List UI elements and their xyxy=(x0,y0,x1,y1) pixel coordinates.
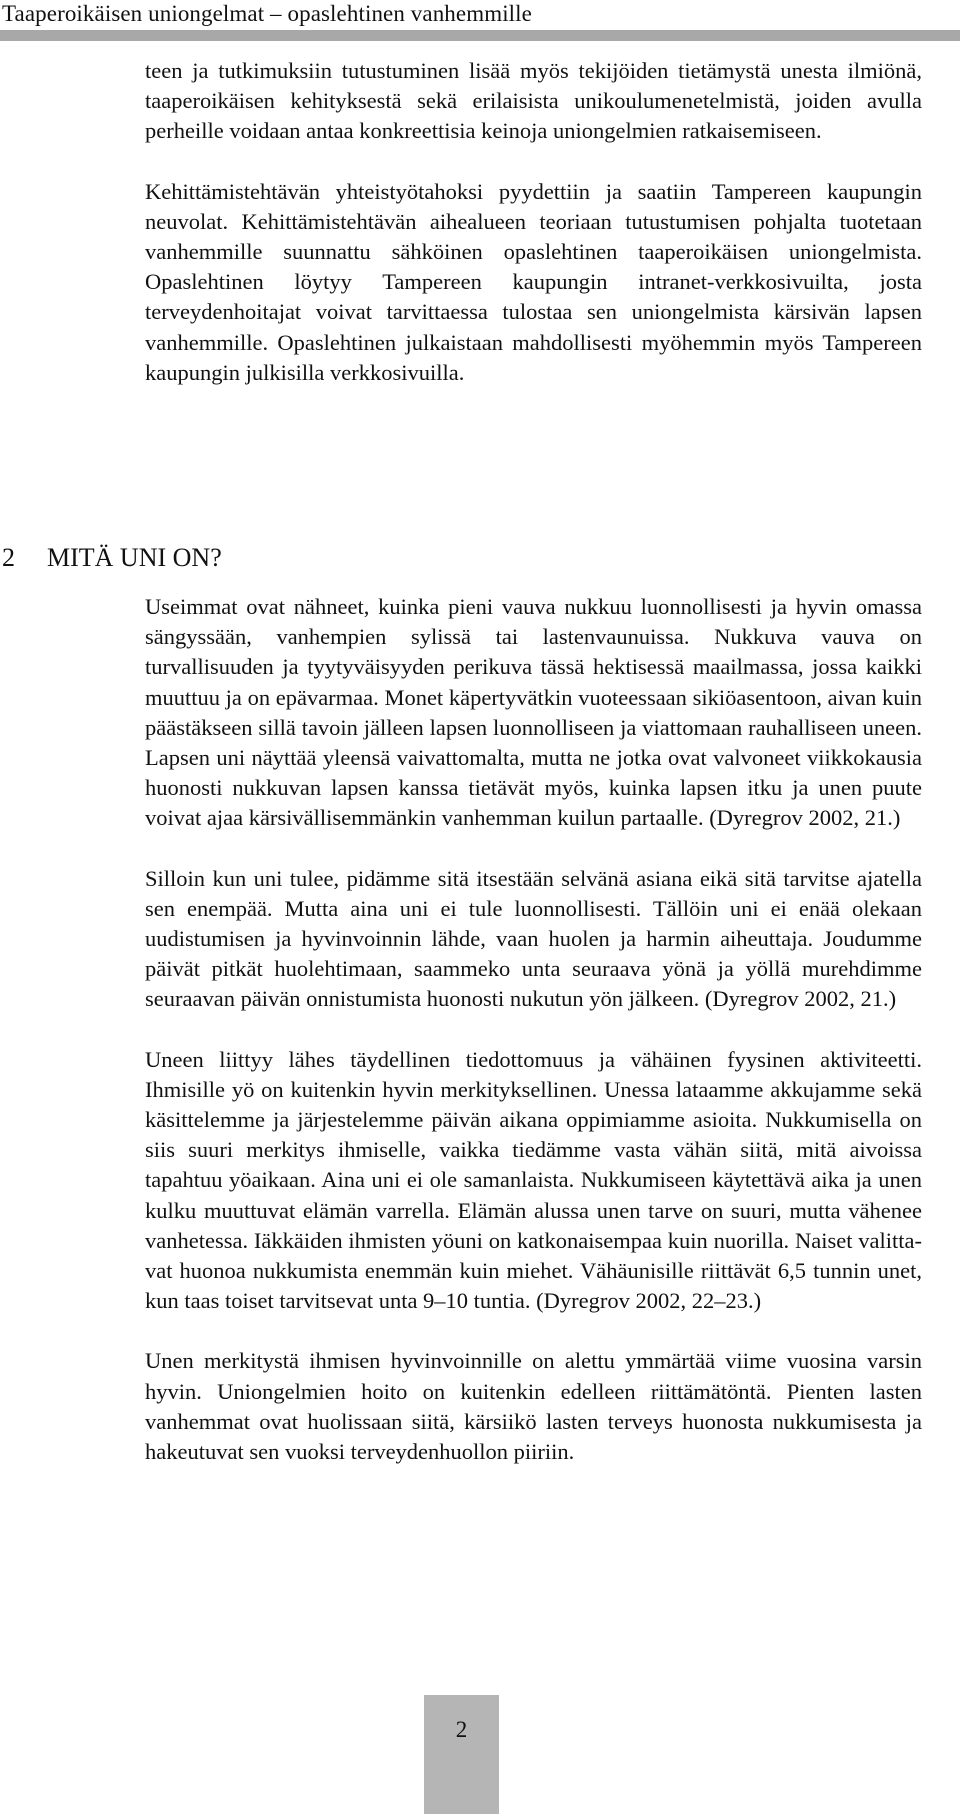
section-paragraph-3: Uneen liittyy lähes täydellinen tiedottomuus ja vähäinen fyysinen aktiviteetti. Ihmisille yö on kuitenkin hyvin merkityksellinen. Unessa lataamme akkujamme sekä käsittelemme ja järjestelemme päivän aikana oppimiamme asioita. Nukkumisella on siis suuri merkitys ihmiselle, vaikka tiedämme vasta vähän siitä, mitä aivoissa tapahtuu yöaikaan. Aina uni ei ole samanlaista. Nukkumiseen käytettävä aika ja unen kulku muuttuvat elämän varrella. Elämän alussa unen tarve on suuri, mutta vähenee vanhetessa. Iäkkäiden ihmisten yöuni on katkonaisempaa kuin nuorilla. Naiset valittavat huonoa nukkumista enemmän kuin miehet. Vähäunisille riittävät 6,5 tunnin unet, kun taas toiset tarvitsevat unta 9–10 tuntia. (Dyregrov 2002, 22–23.) xyxy=(145,1046,922,1314)
intro-text xyxy=(145,56,922,388)
running-header xyxy=(0,0,960,42)
section-number: 2 xyxy=(2,543,15,572)
section-paragraph-2: Silloin kun uni tulee, pidämme sitä itsestään selvänä asiana eikä sitä tarvitse ajatella sen enempää. Mutta aina uni ei tule luonnollisesti. Tällöin uni ei enää olekaan uudistumisen ja hyvinvoinnin lähde, vaan huolen ja harmin aiheuttaja. Joudumme päivät pitkät huolehtimaan, saammeko unta seuraava yönä ja yöllä murehdimme seuraavan päivän onnistumista huonosti nukutun yön jälkeen. (Dyregrov 2002, 21.) xyxy=(145,865,922,1012)
page-number-box xyxy=(424,1695,499,1814)
header-rule xyxy=(0,30,960,41)
paragraph-gap xyxy=(145,147,922,177)
paragraph-gap xyxy=(145,1316,922,1346)
intro-paragraph-1: teen ja tutkimuksiin tutustuminen lisää myös tekijöiden tietämystä unesta ilmiönä, taaperoikäisen kehityksestä sekä erilaisista unikoulumenetelmistä, joiden avulla perheille voidaan antaa konkreettisia keinoja uniongelmien ratkaisemiseen. xyxy=(145,58,922,144)
section-heading xyxy=(2,542,222,574)
page-number: 2 xyxy=(455,1717,468,1742)
paragraph-gap xyxy=(145,1015,922,1045)
section-paragraph-4: Unen merkitystä ihmisen hyvinvoinnille on alettu ymmärtää viime vuosina varsin hyvin. Uniongelmien hoito on kuitenkin edelleen riittämätöntä. Pienten lasten vanhemmat ovat huolissaan siitä, kärsiikö lasten terveys huonosta nukkumisesta ja hakeutuvat sen vuoksi terveydenhuollon piiriin. xyxy=(145,1348,922,1465)
section-title: MITÄ UNI ON? xyxy=(47,543,222,572)
paragraph-gap xyxy=(145,834,922,864)
section-paragraph-1: Useimmat ovat nähneet, kuinka pieni vauva nukkuu luonnollisesti ja hyvin omassa sängyssään, vanhempien sylissä tai lastenvaunuissa. Nukkuva vauva on turvallisuuden ja tyytyväisyyden perikuva tässä hektisessä maailmassa, jossa kaikki muuttuu ja on epävarmaa. Monet käpertyvätkin vuoteessaan sikiöasentoon, aivan kuin päästäkseen sillä tavoin jälleen lapsen luonnolliseen ja viattomaan rauhalliseen uneen. Lapsen uni näyttää yleensä vaivattomalta, mutta ne jotka ovat valvoneet viikkokausia huonosti nukkuvan lapsen kanssa tietävät myös, kuinka lapsen itku ja unen puute voivat ajaa kärsivällisemmänkin vanhemman kuilun partaalle. (Dyregrov 2002, 21.) xyxy=(145,594,922,831)
document-title: Taaperoikäisen uniongelmat – opaslehtinen vanhemmille xyxy=(2,1,532,26)
intro-paragraph-2: Kehittämistehtävän yhteistyötahoksi pyydettiin ja saatiin Tampereen kaupungin neuvolat. Kehittämistehtävän aihealueen teoriaan tutustumisen pohjalta tuotetaan vanhemmille suunnattu sähköinen opaslehtinen taaperoikäisen uniongelmista. Opaslehtinen löytyy Tampereen kaupungin intranet-verkkosivuilta, josta terveydenhoitajat voivat tarvittaessa tulostaa sen uniongelmista kärsivän lapsen vanhemmille. Opaslehtinen julkaistaan mahdollisesti myöhemmin myös Tampereen kaupungin julkisilla verkkosivuilla. xyxy=(145,178,922,385)
section-text xyxy=(145,592,922,1467)
